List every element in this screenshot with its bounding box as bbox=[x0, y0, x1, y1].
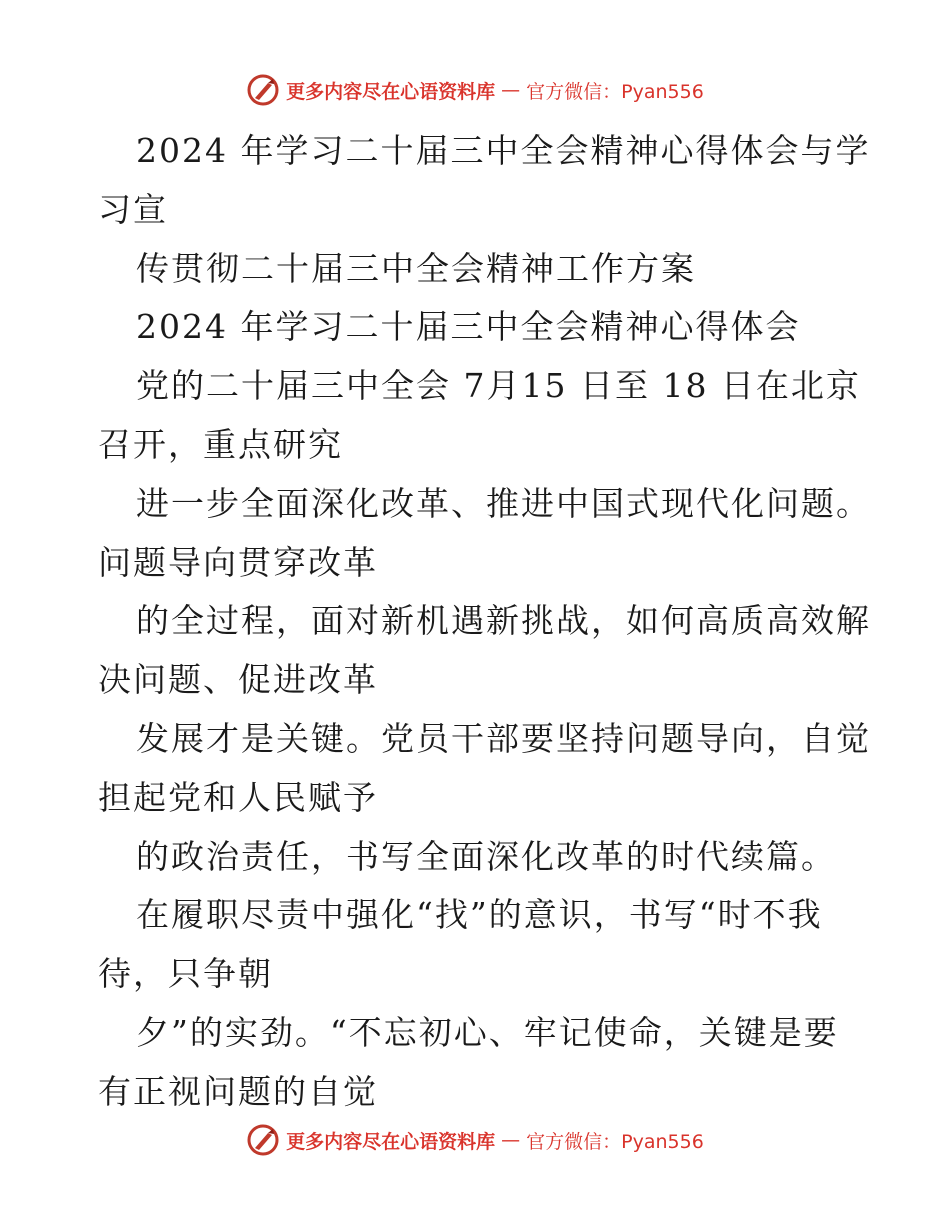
document-line: 2024 年学习二十届三中全会精神心得体会 bbox=[136, 307, 801, 347]
document-line: 问题导向贯穿改革 bbox=[98, 542, 378, 582]
watermark-separator: — bbox=[501, 1129, 521, 1151]
document-line: 的全过程，面对新机遇新挑战，如何高质高效解 bbox=[136, 601, 871, 641]
document-line: 召开，重点研究 bbox=[98, 424, 343, 464]
document-line: 发展才是关键。党员干部要坚持问题导向，自觉 bbox=[136, 718, 871, 758]
document-line: 待，只争朝 bbox=[98, 954, 273, 994]
document-line: 传贯彻二十届三中全会精神工作方案 bbox=[136, 248, 696, 288]
document-line: 有正视问题的自觉 bbox=[98, 1071, 378, 1111]
document-body bbox=[98, 122, 871, 1122]
header-watermark bbox=[0, 70, 950, 110]
document-line: 担起党和人民赋予 bbox=[98, 777, 378, 817]
document-line: 的政治责任，书写全面深化改革的时代续篇。 bbox=[136, 836, 836, 876]
document-line: 党的二十届三中全会 7月15 日至 18 日在北京 bbox=[136, 366, 861, 406]
document-line: 决问题、促进改革 bbox=[98, 660, 378, 700]
document-line: 习宣 bbox=[98, 189, 168, 229]
footer-watermark bbox=[0, 1120, 950, 1160]
watermark-separator: — bbox=[501, 79, 521, 101]
document-line: 2024 年学习二十届三中全会精神心得体会与学 bbox=[136, 131, 871, 170]
watermark-wechat-text: 官方微信：Pyan556 bbox=[526, 1130, 704, 1153]
watermark-wechat-text: 官方微信：Pyan556 bbox=[526, 80, 704, 103]
watermark-site-text: 更多内容尽在心语资料库 bbox=[286, 80, 496, 103]
watermark-site-text: 更多内容尽在心语资料库 bbox=[286, 1130, 496, 1153]
document-line: 在履职尽责中强化“找”的意识，书写“时不我 bbox=[136, 895, 823, 935]
quill-pen-circle-icon bbox=[246, 73, 280, 107]
quill-pen-circle-icon bbox=[246, 1123, 280, 1157]
document-line: 进一步全面深化改革、推进中国式现代化问题。 bbox=[136, 483, 871, 523]
document-line: 夕”的实劲。“不忘初心、牢记使命，关键是要 bbox=[136, 1012, 839, 1052]
